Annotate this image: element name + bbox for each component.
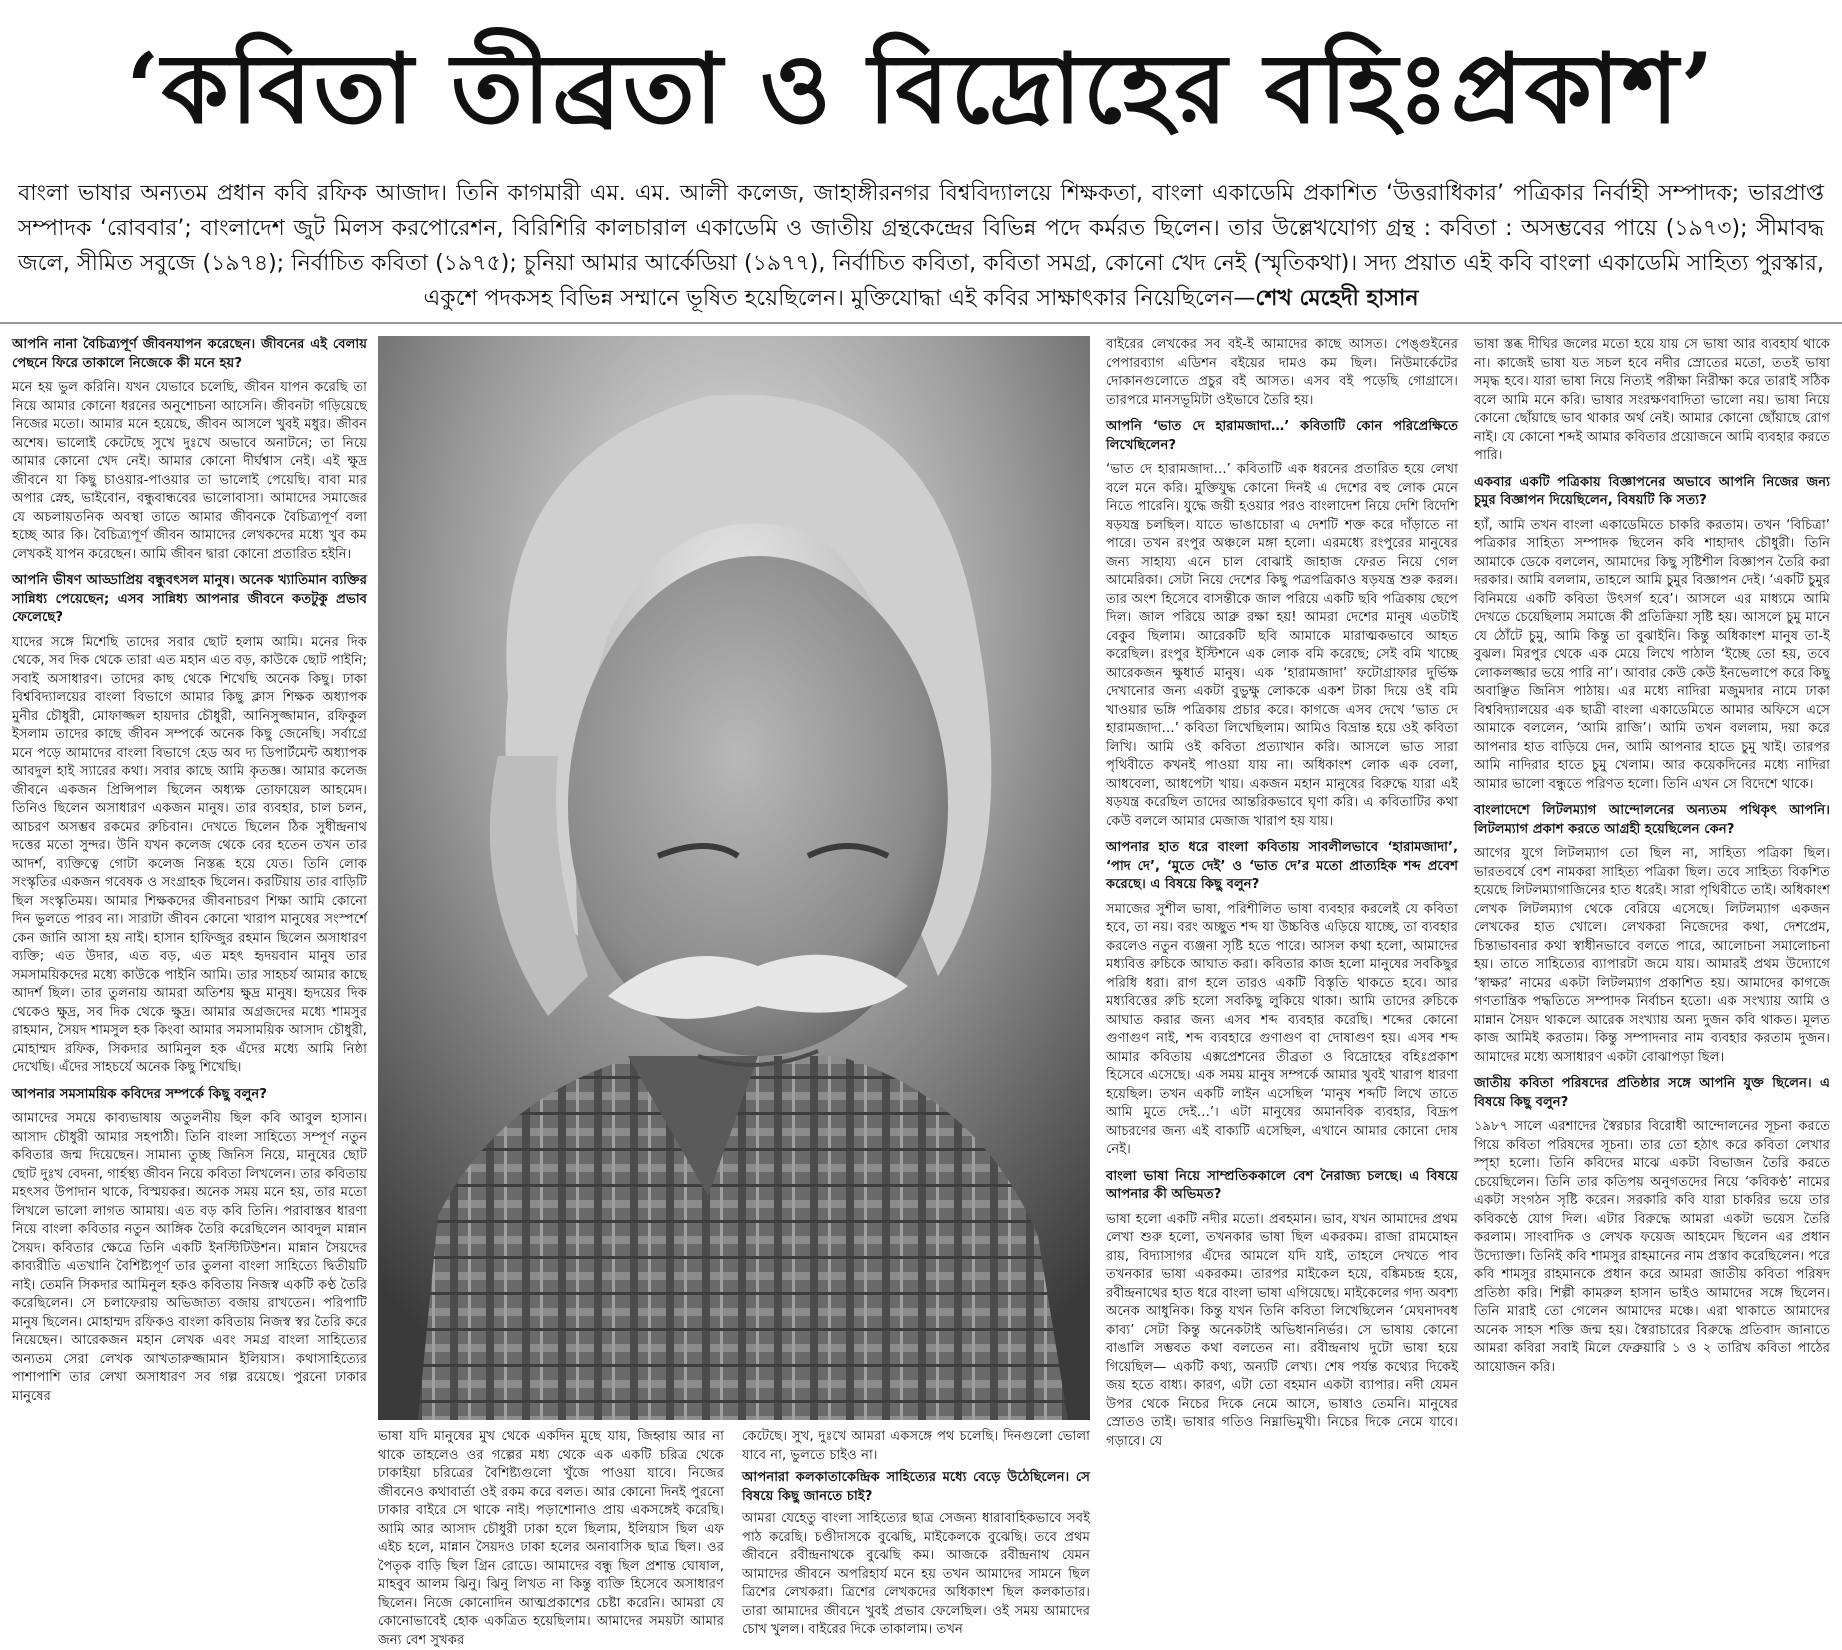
divider <box>0 322 1842 324</box>
answer: আগের যুগে লিটলম্যাগ তো ছিল না, সাহিত্য পত্রিকা ছিল। ভারতবর্ষে বেশ নামকরা সাহিত্য পত্রিকা ছিল। তবে সাহিত্য বিকশিত হয়েছে লিটলম্যাগাজিনের হাত ধরেই। সারা পৃথিবীতে তাই। অধিকাংশ লেখক লিটলম্যাগ থেকে বেরিয়ে এসেছে। লিটলম্যাগ একজন লেখকের হাত খোলে। লেখকরা নিজেদের কথা, দেশপ্রেম, চিন্তাভাবনার কথা স্বাধীনভাবে বলতে পারে, আলোচনা সমালোচনা হয়। তাতে সাহিত্যের ব্যাপারটা জমে যায়। আমারই প্রথম উদ্যোগে ‘স্বাক্ষর’ নামের একটা লিটলম্যাগ প্রকাশিত হয়। আমাদের কাগজে গণতান্ত্রিক পদ্ধতিতে সম্পাদক নির্বাচন হতো। এক সংখ্যায় আমি ও মান্নান সৈয়দ থাকলে আরেক সংখ্যায় অন্য দুজন কবি থাকত। মূলত কাজ আমিই করতাম। কিন্তু সম্পাদনার নাম ব্যবহার করতাম দুজন। আমাদের মধ্যে অসাধারণ একটা বোঝাপড়া ছিল। <box>1474 846 1830 1065</box>
answer: ‘ভাত দে হারামজাদা…’ কবিতাটি এক ধরনের প্রতারিত হয়ে লেখা বলে মনে করি। মুক্তিযুদ্ধ কোনো দিনই এ দেশের বহু লোক মেনে নিতে পারেনি। যুদ্ধে জয়ী হওয়ার পরও বাংলাদেশ নিয়ে দেশি বিদেশি ষড়যন্ত্র চলছিল। যাতে ভাঙাচোরা এ দেশটি শক্ত করে দাঁড়াতে না পারে। তখন রংপুর অঞ্চলে মঙ্গা হলো। এরমধ্যে রংপুরের মানুষের জন্য সাহায্য এনে চাল বোঝাই জাহাজ ফেরত নিয়ে গেল আমেরিকা। সেটা নিয়ে দেশের কিছু পত্রপত্রিকাও ষড়যন্ত্র শুরু করল। তার অংশ হিসেবে বাসন্তীকে জাল পরিয়ে একটি ছবি পত্রিকায় ছেপে দিল। জাল পরিয়ে আব্রু রক্ষা হয়! আমরা দেশের মানুষ এতটাই বেকুব ছিলাম। আরেকটি ছবি আমাকে মারাত্মকভাবে আহত করেছিল। রংপুর ইস্টিশনে এক লোক বমি করেছে; সেই বমি খাচ্ছে আরেকজন ক্ষুধার্ত মানুষ। এক ‘হারামজাদা’ ফটোগ্রাফার দুর্ভিক্ষ দেখানোর জন্য একটা বুভুক্ষু লোককে একশ টাকা দিয়ে ওই বমি খাওয়ার ভঙ্গি পত্রিকায় প্রচার করে। কাগজে এসব দেখে ‘ভাত দে হারামজাদা…’ কবিতা লিখেছিলাম। আমিও বিভ্রান্ত হয়ে ওই কবিতা লিখি। আমি ওই কবিতা প্রত্যাখান করি। আসলে ভাত সারা পৃথিবীতে কখনই পাওয়া যায় না। অধিকাংশ লোক এক বেলা, আধবেলা, আধপেটা খায়। একজন মহান মানুষের বিরুদ্ধে যারা এই ষড়যন্ত্র করেছিল তাদের আন্তরিকভাবে ঘৃণা করি। এ কবিতাটির কথা কেউ বললে আমার মেজাজ খারাপ হয় যায়। <box>1106 462 1458 829</box>
question: একবার একটি পত্রিকায় বিজ্ঞাপনের অভাবে আপনি নিজের জন্য চুমুর বিজ্ঞাপন দিয়েছিলেন, বিষয়টি কি সত্য? <box>1474 474 1830 508</box>
answer: ভাষা যদি মানুষের মুখ থেকে একদিন মুছে যায়, জিহ্বায় আর না থাকে তাহলেও ওর গল্পের মধ্য থেকে এক একটি চরিত্র থেকে ঢাকাইয়া চরিত্রের বৈশিষ্ট্যগুলো খুঁজে পাওয়া যাবে। নিজের জীবনেও কথাবার্তা ওই রকম করে বলত। আর কোনো দিনই পুরনো ঢাকার বাইরে সে থাকে নাই। পড়াশোনাও প্রায় একসঙ্গেই করেছি। আমি আর আসাদ চৌধুরী ঢাকা হলে ছিলাম, ইলিয়াস ছিল এফ এইচ হলে, মান্নান সৈয়দও ঢাকা হলের অনাবাসিক ছাত্র ছিল। ওর পৈতৃক বাড়ি ছিল গ্রিন রোডে। আমাদের বন্ধু ছিল প্রশান্ত ঘোষাল, মাহবুব আলম ঝিনু। ঝিনু লিখত না কিন্তু ব্যক্তি হিসেবে অসাধারণ ছিলেন। নিজে কোনোদিন আত্মপ্রকাশের চেষ্টা করেনি। আমরা যে কোনোভাবেই হোক একত্রিত হয়েছিলাম। আমাদের সময়টা আমার জন্য বেশ সুখকর <box>378 1429 724 1648</box>
column-2b <box>742 1428 1090 1637</box>
column-1 <box>12 336 367 1552</box>
question: আপনার হাত ধরে বাংলা কবিতায় সাবলীলভাবে ‘হারামজাদা’, ‘পাদ দে’, ‘মুতে দেই’ ও ‘ভাত দে’র মতো প্রাত্যহিক শব্দ প্রবেশ করেছে। এ বিষয়ে কিছু বলুন? <box>1106 840 1458 892</box>
answer: আমাদের সময়ে কাব্যভাষায় অতুলনীয় ছিল কবি আবুল হাসান। আসাদ চৌধুরী আমার সহপাঠী। তিনি বাংলা সাহিত্যে সম্পূর্ণ নতুন কবিতার জন্ম দিয়েছেন। সামান্য তুচ্ছ জিনিস নিয়ে, মানুষের ছোট ছোট দুঃখ বেদনা, গার্হস্থ্য জীবন নিয়ে কবিতা লিখলেন। তার কবিতায় মহৎসব উপাদান থাকে, বিস্ময়কর। অনেক সময় মনে হয়, তার মতো লিখলে ভালো লাগত আমায়। এত বড় কবি তিনি। পরাবাস্তব ধারণা নিয়ে বাংলা কবিতার নতুন আঙ্গিক তৈরি করেছিলেন আবদুল মান্নান সৈয়দ। কবিতার ক্ষেত্রে তিনি একটি ইনস্টিটিউশন। মান্নান সৈয়দের কাব্যরীতি এতখানি বৈশিষ্ট্যপূর্ণ তার তুলনা বাংলা সাহিত্যে দ্বিতীয়টি নাই। তেমনি সিকদার আমিনুল হকও কবিতায় নিজস্ব একটি কণ্ঠ তৈরি করেছিলেন। সে চলাফেরায় অভিজাত্য বজায় রাখতেন। পরিপাটি মানুষ ছিলেন। মোহাম্মদ রফিকও বাংলা কবিতায় নিজস্ব স্বর তৈরি করে নিয়েছেন। আরেকজন মহান লেখক এবং সমগ্র বাংলা সাহিত্যের অন্যতম সেরা লেখক আখতারুজ্জামান ইলিয়াস। কথাসাহিত্যের পাশাপাশি তার লেখা অসাধারণ সব গল্প রয়েছে। পুরনো ঢাকার মানুষের <box>12 1111 367 1404</box>
question: আপনারা কলকাতাকেন্দ্রিক সাহিত্যের মধ্যে বেড়ে উঠেছিলেন। সে বিষয়ে কিছু জানতে চাই? <box>742 1470 1090 1504</box>
column-2a <box>378 1428 724 1648</box>
question: বাংলা ভাষা নিয়ে সাম্প্রতিককালে বেশ নৈরাজ্য চলছে। এ বিষয়ে আপনার কী অভিমত? <box>1106 1168 1458 1202</box>
question: আপনি ভীষণ আড্ডাপ্রিয় বন্ধুবৎসল মানুষ। অনেক খ্যাতিমান ব্যক্তির সান্নিধ্য পেয়েছেন; এসব সান্নিধ্য আপনার জীবনে কতটুকু প্রভাব ফেলেছে? <box>12 573 367 625</box>
question: বাংলাদেশে লিটলম্যাগ আন্দোলনের অন্যতম পথিকৃৎ আপনি। লিটলম্যাগ প্রকাশ করতে আগ্রহী হয়েছিলেন কেন? <box>1474 803 1830 837</box>
answer: মনে হয় ভুল করিনি। যখন যেভাবে চলেছি, জীবন যাপন করেছি তা নিয়ে আমার কোনো ধরনের অনুশোচনা আসেনি। জীবনটা গড়িয়েছে নিজের মতো। আমার মনে হয়েছে, জীবন আসলে খুবই মধুর। জীবন অশেষ। ভালোই কেটেছে সুখে দুঃখে অভাবে অনাটনে; তা নিয়ে আমার কোনো খেদ নেই। আমার কোনো দীর্ঘশ্বাস নেই। এই ক্ষুদ্র জীবনে যা কিছু চাওয়ার-পাওয়ার তা ভালোই পেয়েছি। বাবা মার অপার স্নেহ, ভাইবোন, বন্ধুবান্ধবের ভালোবাসা। আমাদের সমাজের যে অচলায়তনিক অবস্থা তাতে আমার জীবনকে বৈচিত্র্যপূর্ণ বলা হচ্ছে আর কি। বৈচিত্র্যপূর্ণ জীবন আমাদের লেখকদের মধ্যে খুব কম লেখকই যাপন করেছেন। আমি জীবন দ্বারা কোনো প্রতারিত হইনি। <box>12 380 367 562</box>
byline: শেখ মেহেদী হাসান <box>1255 286 1419 311</box>
intro-paragraph <box>18 176 1824 316</box>
column-3 <box>1106 336 1458 1552</box>
question: আপনি ‘ভাত দে হারামজাদা…’ কবিতাটি কোন পরিপ্রেক্ষিতে লিখেছিলেন? <box>1106 419 1458 453</box>
poet-portrait-photo <box>378 336 1090 1420</box>
answer: যাদের সঙ্গে মিশেছি তাদের সবার ছোট হলাম আমি। মনের দিক থেকে, সব দিক থেকে তারা এত মহান এত বড়, কাউকে ছোট পাইনি; সবাই অসাধারণ। তাদের কাছ থেকে শিখেছি অনেক কিছু। ঢাকা বিশ্ববিদ্যালয়ের বাংলা বিভাগে আমার কিছু ক্লাস শিক্ষক অধ্যাপক মুনীর চৌধুরী, মোফাজ্জল হায়দার চৌধুরী, আনিসুজ্জামান, রফিকুল ইসলাম তাদের কাছে জীবন সম্পর্কে অনেক কিছু জেনেছি। সর্বাগ্রে মনে পড়ে আমাদের বাংলা বিভাগে হেড অব দ্য ডিপার্টমেন্ট অধ্যাপক আবদুল হাই স্যারের কথা। সবার কাছে আমি কৃতজ্ঞ। আমার কলেজ জীবনে একজন প্রিন্সিপাল ছিলেন অধ্যক্ষ তোফায়েল আহমেদ। তিনিও ছিলেন অসাধারণ একজন মানুষ। তার ব্যবহার, চাল চলন, আচরণ অসম্ভব রকমের রুচিবান। দেখতে ছিলেন ঠিক সুধীন্দ্রনাথ দত্তের মতো সুন্দর। উনি যখন কলেজ থেকে বের হতেন তখন তার আদর্শ, ব্যক্তিত্বে গোটা কলেজ নিস্তব্ধ হয়ে যেত। তিনি লোক সংস্কৃতির একজন গবেষক ও সংগ্রাহক ছিলেন। করটিয়ায় তার বাড়িটি ছিল সংস্কৃতিময়। আমার শিক্ষকদের জীবনাচরণ শিক্ষা আমি কোনো দিন ভুলতে পারব না। সারাটা জীবন কোনো খারাপ মানুষের সংস্পর্শে কেন জানি আসা হয় নাই। হাসান হাফিজুর রহমান ছিলেন অসাধারণ ব্যক্তি; এত উদার, এত বড়, এত মহৎ হৃদয়বান মানুষ তার সমসাময়িকদের মধ্যে কাউকে পাইনি আমি। তার সাহচর্য আমার কাছে আদর্শ ছিল। তার তুলনায় আমরা অতিশয় ক্ষুদ্র মানুষ। হৃদয়ের দিক থেকেও ক্ষুদ্র, সব দিক থেকে ক্ষুদ্র। আমার অগ্রজদের মধ্যে শামসুর রাহমান, সৈয়দ শামসুল হক কিংবা আমার সমসাময়িক আসাদ চৌধুরী, মোহাম্মদ রফিক, সিকদার আমিনুল হক এঁদের মধ্যে আমি নিষ্ঠা দেখেছি। এঁদের সাহচর্যে অনেক কিছু শিখেছি। <box>12 634 367 1075</box>
headline: ‘কবিতা তীব্রতা ও বিদ্রোহের বহিঃপ্রকাশ’ <box>126 32 1716 145</box>
column-4 <box>1474 336 1830 1552</box>
question: আপনার সমসাময়িক কবিদের সম্পর্কে কিছু বলুন? <box>12 1086 267 1102</box>
answer: সমাজের সুশীল ভাষা, পরিশীলিত ভাষা ব্যবহার করলেই যে কবিতা হবে, তা নয়। বরং অচ্ছুত শব্দ যা উচ্চবিত্ত এড়িয়ে যাচ্ছে, তা ব্যবহার করলেও নতুন ব্যঞ্জনা সৃষ্টি হতে পারে। আসল কথা হলো, আমাদের মধ্যবিত্ত রুচিকে আঘাত করা। কবিতার কাজ হলো মানুষের সবকিছুর পরিধি ধরা। রাগ হলে তারও একটি বিস্তৃতি থাকতে হবে। আর মধ্যবিত্তের রুচি হলো সবকিছু লুকিয়ে থাকা। আমি তাদের রুচিকে আঘাত করার জন্য এসব শব্দ ব্যবহার করেছি। শব্দের কোনো গুণাগুণ নাই, শব্দ ব্যবহারে গুণাগুণ বা দোষাগুণ হয়। এসব শব্দ আমার কবিতায় এক্সপ্রেশনের তীব্রতা ও বিদ্রোহের বহিঃপ্রকাশ হিসেবে এসেছে। এক সময় মানুষ সম্পর্কে আমার খুবই খারাপ ধারণা হয়েছিল। তখন একটি লাইন এসেছিল ‘মানুষ শব্দটি লিখে তাতে আমি মুতে দেই…’। এটা মানুষের অমানবিক ব্যবহার, বিদ্রূপ আচরণের জন্য এই বাক্যটি এসেছিল, এখানে আমার কোনো দোষ নেই। <box>1106 901 1458 1157</box>
answer: বাইরের লেখকের সব বই-ই আমাদের কাছে আসত। পেঙ্গুইনের পেপারব্যাগ এডিশন বইয়ের দামও কম ছিল। নিউমার্কেটের দোকানগুলোতে প্রচুর বই আসত। এসব বই পড়েছি গোগ্রাসে। তারপরে মানসভূমিটা ওইভাবে তৈরি হয়। <box>1106 337 1458 408</box>
answer: আমরা যেহেতু বাংলা সাহিত্যের ছাত্র সেজন্য ধারাবাহিকভাবে সবই পাঠ করেছি। চণ্ডীদাসকে বুঝেছি, মাইকেলকে বুঝেছি। তবে প্রথম জীবনে রবীন্দ্রনাথকে বুঝেছি কম। আজকে রবীন্দ্রনাথ যেমন আমাদের জীবনে অপরিহার্য মনে হয় তখন আমাদের সামনে ছিল ত্রিশের লেখকরা। ত্রিশের লেখকদের অধিকাংশ ছিল কলকাতার। তারা আমাদের জীবনে খুবই প্রভাব ফেলেছিল। ওই সময় আমাদের চোখ খুলল। বাইরের দিকে তাকালাম। তখন <box>742 1511 1090 1637</box>
answer: ভাষা হলো একটি নদীর মতো। প্রবহমান। ভাব, যখন আমাদের প্রথম লেখা শুরু হলো, তখনকার ভাষা ছিল একরকম। রাজা রামমোহন রায়, বিদ্যাসাগর এঁদের আমলে যদি যাই, তাহলে দেখতে পাব তখনকার ভাষা একরকম। তারপর মাইকেল হয়ে, বঙ্কিমচন্দ্র হয়ে, রবীন্দ্রনাথের হাত ধরে বাংলা ভাষা এগিয়েছে। মাইকেলের গদ্য অবশ্য অনেক আধুনিক। কিন্তু যখন তিনি কবিতা লিখেছিলেন ‘মেঘনাদবধ কাব্য’ সেটা কিন্তু অনেকটাই অভিধাননির্ভর। সে ভাষায় কোনো বাঙালি সম্ভবত কথা বলতেন না। রবীন্দ্রনাথ দুটো ভাষা হয়ে গিয়েছিল— একটি কথ্য, অন্যটি লেখ্য। শেষ পর্যন্ত কথ্যের দিকেই জয় হতে বাধ্য। কারণ, এটা তো বহমান একটা ব্যাপার। নদী যেমন উপর থেকে নিচের দিকে নেমে আসে, ভাষাও তেমনি। মানুষের স্রোতও তাই। ভাষার গতিও নিম্নাভিমুখী। নিচের দিকে নেমে যাবে। গড়াবে। যে <box>1106 1211 1458 1449</box>
answer: হ্যাঁ, আমি তখন বাংলা একাডেমিতে চাকরি করতাম। তখন ‘বিচিত্রা’ পত্রিকার সাহিত্য সম্পাদক ছিলেন কবি শাহাদাৎ চৌধুরী। তিনি আমাকে ডেকে বললেন, আমাদের কিছু সৃষ্টিশীল বিজ্ঞাপন তৈরি করা দরকার। আমি বললাম, তাহলে আমি চুমুর বিজ্ঞাপন দেই। ‘একটি চুমুর বিনিময়ে একটি কবিতা উৎসর্গ হবে’। আসলে এর মাধ্যমে আমি দেখতে চেয়েছিলাম সমাজে কী প্রতিক্রিয়া সৃষ্টি হয়। আসলে চুমু মানে যে ঠোঁটে চুমু, আমি কিন্তু তা বুঝাইনি। কিন্তু অধিকাংশ মানুষ তা-ই বুঝল। মিরপুর থেকে এক মেয়ে লিখে পাঠাল ‘ইচ্ছে তো হয়, তবে লোকলজ্জার ভয়ে পারি না’। আবার কেউ কেউ ইনভেলাপে করে কিছু অবাঞ্ছিত জিনিস পাঠায়। এর মধ্যে নাদিরা মজুমদার নামে ঢাকা বিশ্ববিদ্যালয়ের এক ছাত্রী বাংলা একাডেমিতে আমার অফিসে এসে আমাকে বললেন, ‘আমি রাজি’। আমি তখন বললাম, দয়া করে আপনার হাত বাড়িয়ে দেন, আমি আপনার হাতে চুমু খাই। তারপর আমি নাদিরার হাতে চুমু খেলাম। আর কয়েকদিনের মধ্যে নাদিরা আমার ভালো বন্ধুতে পরিণত হলো। তিনি এখন সে বিদেশে থাকে। <box>1474 517 1830 792</box>
question: আপনি নানা বৈচিত্র্যপূর্ণ জীবনযাপন করেছেন। জীবনের এই বেলায় পেছনে ফিরে তাকালে নিজেকে কী মনে হয়? <box>12 337 367 371</box>
intro-text: বাংলা ভাষার অন্যতম প্রধান কবি রফিক আজাদ। তিনি কাগমারী এম. এম. আলী কলেজ, জাহাঙ্গীরনগর বিশ্ববিদ্যালয়ে শিক্ষকতা, বাংলা একাডেমি প্রকাশিত ‘উত্তরাধিকার’ পত্রিকার নির্বাহী সম্পাদক; ভারপ্রাপ্ত সম্পাদক ‘রোববার’; বাংলাদেশ জুট মিলস করপোরেশন, বিরিশিরি কালচারাল একাডেমি ও জাতীয় গ্রন্থকেন্দ্রের বিভিন্ন পদে কর্মরত ছিলেন। তার উল্লেখযোগ্য গ্রন্থ : কবিতা : অসম্ভবের পায়ে (১৯৭৩); সীমাবদ্ধ জলে, সীমিত সবুজে (১৯৭৪); নির্বাচিত কবিতা (১৯৭৫); চুনিয়া আমার আর্কেডিয়া (১৯৭৭), নির্বাচিত কবিতা, কবিতা সমগ্র, কোনো খেদ নেই (স্মৃতিকথা)। সদ্য প্রয়াত এই কবি বাংলা একাডেমি সাহিত্য পুরস্কার, একুশে পদকসহ বিভিন্ন সম্মানে ভূষিত হয়েছিলেন। মুক্তিযোদ্ধা এই কবির সাক্ষাৎকার নিয়েছিলেন— <box>18 181 1824 311</box>
answer: ভাষা স্তব্ধ দীঘির জলের মতো হয়ে যায় সে ভাষা আর ব্যবহার্য থাকে না। কাজেই ভাষা যত সচল হবে নদীর স্রোতের মতো, ততই ভাষা সমৃদ্ধ হবে। যারা ভাষা নিয়ে নিত্যই পরীক্ষা নিরীক্ষা করে তারাই সঠিক বলে আমি মনে করি। ভাষার সংরক্ষণবাদিতা ভালো নয়। ভাষা নিয়ে কোনো ছোঁয়াছে ভাব থাকার অর্থ নেই। আমার কোনো ছোঁয়াছে রোগ নাই। যে কোনো শব্দই আমার কবিতার প্রয়োজনে আমি ব্যবহার করতে পারি। <box>1474 337 1830 463</box>
answer: ১৯৮৭ সালে এরশাদের স্বৈরচার বিরোধী আন্দোলনের সূচনা করতে গিয়ে কবিতা পরিষদের সূচনা। তার তো হঠাৎ করে কবিতা লেখার স্পৃহা হলো। তিনি কবিদের মাঝে একটা বিভাজন তৈরি করতে চেয়েছিলেন। তিনি তার কতিপয় অনুগতদের নিয়ে ‘কবিকণ্ঠ’ নামের একটা সংগঠন সৃষ্টি করেন। সরকারি কবি যারা চাকরির ভয়ে তার কবিকণ্ঠে যোগ দিল। এটার বিরুদ্ধে আমরা একটা ভয়েস তৈরি করলাম। সাংবাদিক ও লেখক ফয়েজ আহমেদ ছিলেন এর প্রধান উদ্যোক্তা। তিনিই কবি শামসুর রাহমানের নাম প্রস্তাব করেছিলেন। পরে কবি শামসুর রাহমানকে প্রধান করে আমরা জাতীয় কবিতা পরিষদ প্রতিষ্ঠা করি। শিল্পী কামরুল হাসান ভাইও আমাদের সঙ্গে ছিলেন। তিনি মারাই তো গেলেন আমাদের মঞ্চে। এরা থাকাতে আমাদের অনেক সাহস শক্তি জন্ম হয়। স্বৈরাচারের বিরুদ্ধে প্রতিবাদ জানাতে আমরা কবিরা সবাই মিলে ফেব্রুয়ারি ১ ও ২ তারিখ কবিতা পাঠের আয়োজন করি। <box>1474 1119 1830 1375</box>
question: জাতীয় কবিতা পরিষদের প্রতিষ্ঠার সঙ্গে আপনি যুক্ত ছিলেন। এ বিষয়ে কিছু বলুন? <box>1474 1076 1830 1110</box>
answer: কেটেছে। সুখ, দুঃখে আমরা একসঙ্গে পথ চলেছি। দিনগুলো ভোলা যাবে না, ভুলতে চাইও না। <box>742 1429 1090 1463</box>
